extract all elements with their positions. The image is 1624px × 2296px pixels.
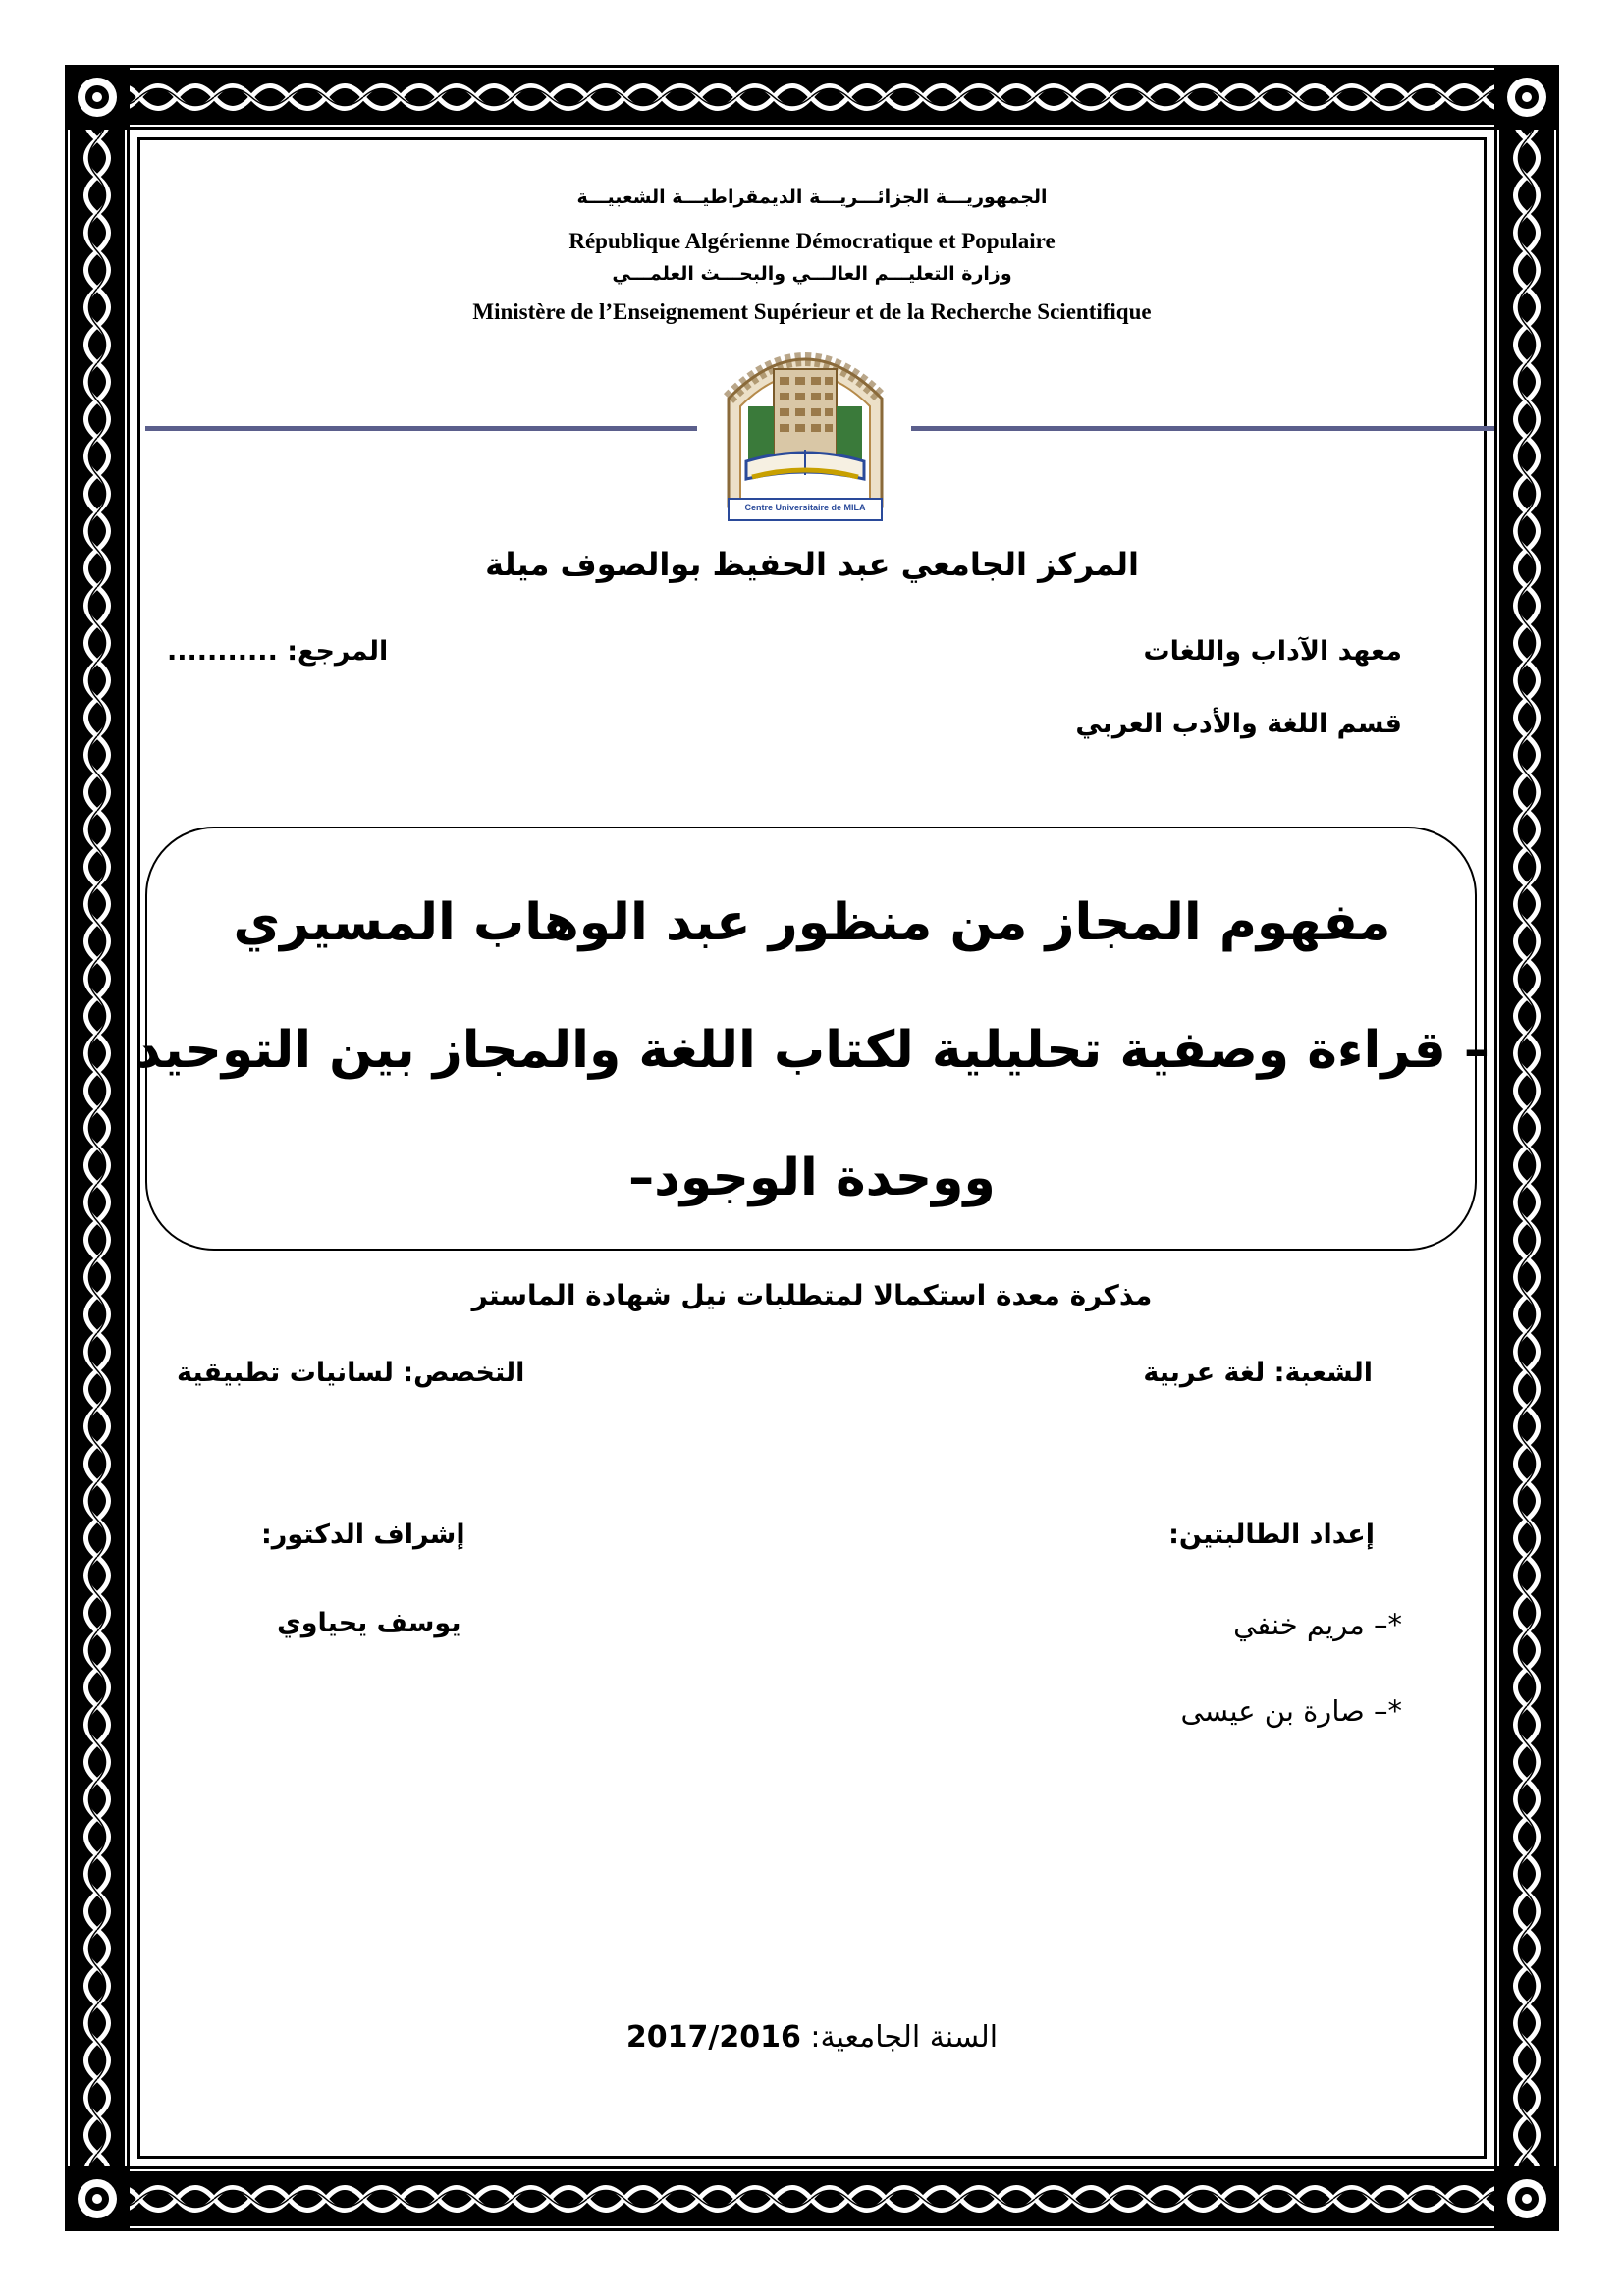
reference-field: المرجع: ........... — [167, 636, 389, 667]
thesis-title-line1: مفهوم المجاز من منظور عبد الوهاب المسيري — [233, 893, 1391, 952]
branch-field: الشعبة: لغة عربية — [1143, 1358, 1373, 1388]
student-name: *– صارة بن عيسى — [1180, 1694, 1402, 1728]
header-divider-left — [145, 426, 697, 431]
student-name: *– مريم خنفي — [1233, 1608, 1402, 1641]
corner-ornament-icon — [65, 65, 130, 130]
supervisor-name: يوسف يحياوي — [277, 1608, 461, 1638]
frame-bottom-border — [65, 2166, 1559, 2231]
republic-name-ar: الجمهوريـــة الجزائـــريـــة الديمقراطيـــة الشعبيـــة — [576, 187, 1048, 208]
academic-year-label: السنة الجامعية: — [810, 2020, 999, 2055]
center-name: المركز الجامعي عبد الحفيظ بوالصوف ميلة — [485, 546, 1139, 583]
republic-name-fr: République Algérienne Démocratique et Populaire — [568, 229, 1056, 253]
university-logo — [723, 330, 888, 522]
institute-name: معهد الآداب واللغات — [1143, 636, 1402, 667]
ministry-name-fr: Ministère de l’Enseignement Supérieur et de la Recherche Scientifique — [472, 299, 1152, 324]
department-name: قسم اللغة والأدب العربي — [1075, 709, 1402, 739]
students-label: إعداد الطالبتين: — [1168, 1520, 1375, 1550]
supervisor-label: إشراف الدكتور: — [261, 1520, 465, 1550]
thesis-title-line2: – قراءة وصفية تحليلية لكتاب اللغة والمجاز بين التوحيد — [135, 1021, 1489, 1080]
ministry-name-ar: وزارة التعليـــم العالـــي والبحـــث العلمـــي — [612, 263, 1012, 285]
academic-year — [0, 2020, 1624, 2055]
thesis-statement: مذكرة معدة استكمالا لمتطلبات نيل شهادة الماستر — [471, 1279, 1153, 1311]
thesis-title-line3: ووحدة الوجود– — [628, 1148, 996, 1207]
specialty-field: التخصص: لسانيات تطبيقية — [177, 1358, 525, 1388]
corner-ornament-icon — [65, 2166, 130, 2231]
frame-top-border — [65, 65, 1559, 130]
corner-ornament-icon — [1494, 65, 1559, 130]
header-divider-right — [911, 426, 1494, 431]
logo-caption: Centre Universitaire de MILA — [744, 503, 866, 512]
corner-ornament-icon — [1494, 2166, 1559, 2231]
academic-year-value: 2017/2016 — [625, 2020, 801, 2055]
